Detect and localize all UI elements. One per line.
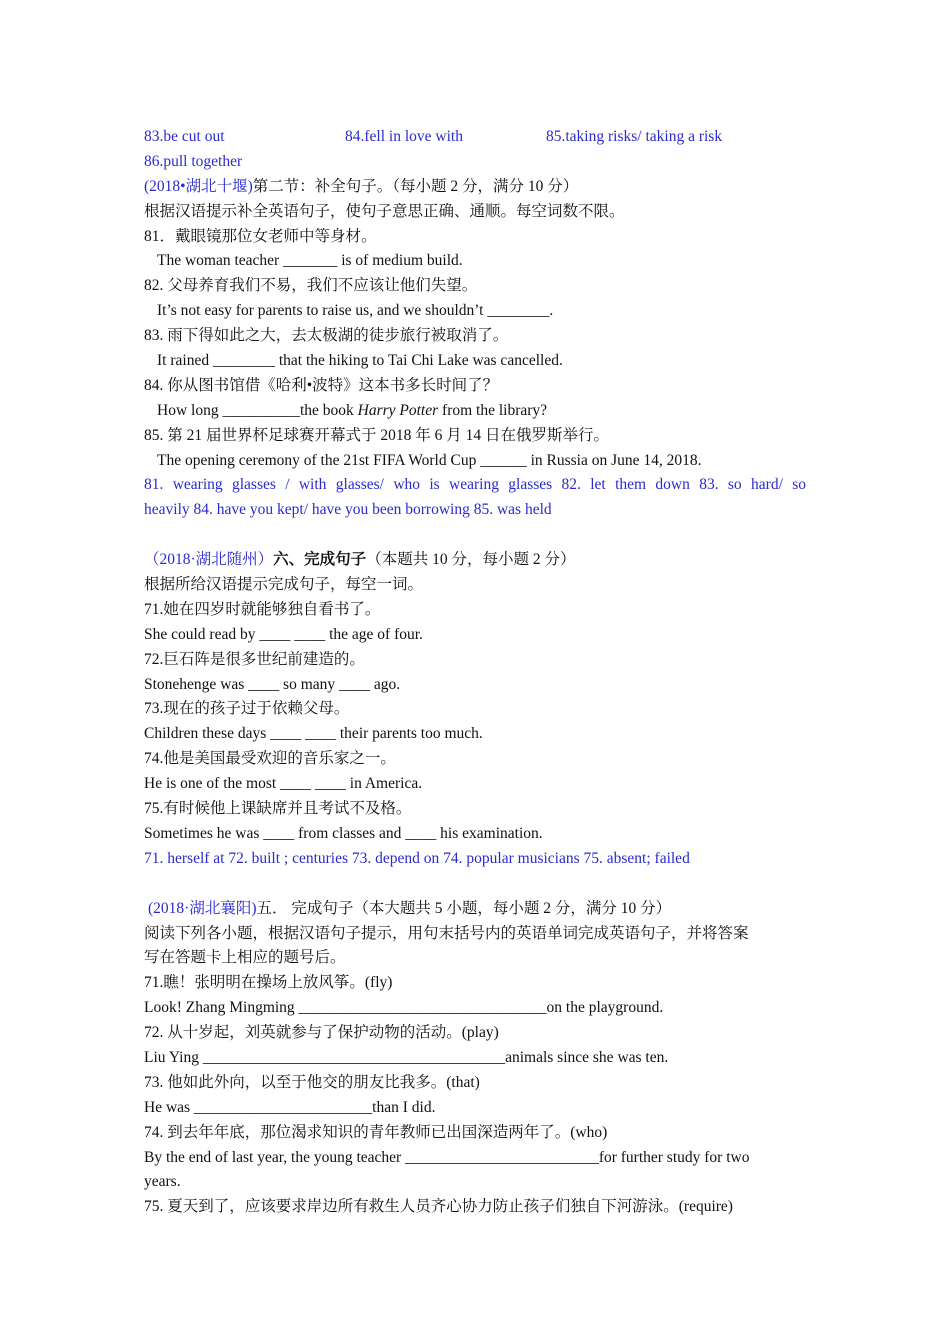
question-75-cn: 75.有时候他上课缺席并且考试不及格。 (144, 800, 412, 818)
section-title: 五． 完成句子（本大题共 5 小题，每小题 2 分，满分 10 分） (256, 899, 672, 917)
source-tag: (2018•湖北十堰) (144, 177, 253, 195)
answer-85: 85.taking risks/ taking a risk (546, 128, 723, 145)
question-73-en: Children these days ____ ____ their parents too much. (144, 725, 483, 743)
spacer (144, 872, 806, 897)
question-72-cn: 72.巨石阵是很多世纪前建造的。 (144, 650, 365, 668)
question-75-en: Sometimes he was ____ from classes and ____ his examination. (144, 824, 543, 842)
question-71-en: Look! Zhang Mingming ________________________________on the playground. (144, 999, 664, 1017)
question-74-en-line-1: By the end of last year, the young teacher _________________________for further study for two (144, 1148, 750, 1166)
question-74-cn: 74.他是美国最受欢迎的音乐家之一。 (144, 750, 396, 768)
answer-key-line-1: 81. wearing glasses / with glasses/ who is wearing glasses 82. let them down 83. so hard/ so (144, 476, 806, 494)
question-75-cn: 75. 夏天到了，应该要求岸边所有救生人员齐心协力防止孩子们独自下河游泳。(require) (144, 1198, 733, 1216)
instructions: 根据所给汉语提示完成句子，每空一词。 (144, 576, 424, 594)
question-73-en: He was _______________________than I did. (144, 1098, 436, 1116)
answer-83: 83.be cut out (144, 128, 225, 145)
question-71-cn: 71.她在四岁时就能够独自看书了。 (144, 600, 381, 618)
answer-84: 84.fell in love with (345, 128, 463, 145)
question-85-en: The opening ceremony of the 21st FIFA World Cup ______ in Russia on June 14, 2018. (157, 451, 702, 469)
question-71-cn: 71.瞧！张明明在操场上放风筝。(fly) (144, 974, 393, 992)
document-page (144, 125, 806, 1220)
question-73-cn: 73. 他如此外向，以至于他交的朋友比我多。(that) (144, 1073, 480, 1091)
question-83-en: It rained ________ that the hiking to Tai Chi Lake was cancelled. (157, 352, 563, 370)
answer-key-line-2: heavily 84. have you kept/ have you been borrowing 85. was held (144, 501, 552, 519)
question-82-cn: 82. 父母养育我们不易，我们不应该让他们失望。 (144, 277, 478, 295)
question-84-cn: 84. 你从图书馆借《哈利•波特》这本书多长时间了？ (144, 376, 499, 394)
section-heading-suizhou (144, 548, 806, 573)
instructions-line-2: 写在答题卡上相应的题号后。 (144, 949, 346, 967)
section-note: （本题共 10 分，每小题 2 分） (366, 551, 576, 569)
instructions: 根据汉语提示补全英语句子，使句子意思正确、通顺。每空词数不限。 (144, 202, 625, 220)
question-84-en-part1: How long __________the book (157, 401, 358, 419)
answer-key: 71. herself at 72. built ; centuries 73. depend on 74. popular musicians 75. absent; failed (144, 849, 690, 867)
question-74-en-line-2: years. (144, 1173, 181, 1191)
question-85-cn: 85. 第 21 届世界杯足球赛开幕式于 2018 年 6 月 14 日在俄罗斯举行。 (144, 426, 610, 444)
question-72-en: Liu Ying _______________________________________animals since she was ten. (144, 1048, 669, 1066)
question-84-en (144, 399, 806, 424)
question-72-cn: 72. 从十岁起，刘英就参与了保护动物的活动。(play) (144, 1024, 499, 1042)
question-81-cn: 81．戴眼镜那位女老师中等身材。 (144, 227, 377, 245)
source-tag: (2018·湖北襄阳) (148, 899, 257, 917)
answer-86: 86.pull together (144, 152, 243, 170)
question-72-en: Stonehenge was ____ so many ____ ago. (144, 675, 401, 693)
spacer (144, 523, 806, 548)
question-71-en: She could read by ____ ____ the age of four. (144, 625, 423, 643)
question-81-en: The woman teacher _______ is of medium build. (157, 252, 463, 270)
question-74-cn: 74. 到去年年底，那位渴求知识的青年教师已出国深造两年了。(who) (144, 1123, 608, 1141)
question-82-en: It’s not easy for parents to raise us, and we shouldn’t ________. (157, 302, 554, 320)
source-tag: （2018·湖北随州） (144, 551, 274, 569)
question-73-cn: 73.现在的孩子过于依赖父母。 (144, 700, 350, 718)
question-84-en-part3: from the library? (438, 401, 548, 419)
book-title: Harry Potter (357, 401, 439, 419)
question-83-cn: 83. 雨下得如此之大，去太极湖的徒步旅行被取消了。 (144, 327, 509, 345)
answers-row-83-85 (144, 125, 806, 150)
question-74-en: He is one of the most ____ ____ in America. (144, 775, 423, 793)
instructions-line-1: 阅读下列各小题，根据汉语句子提示，用句末括号内的英语单词完成英语句子，并将答案 (144, 924, 749, 942)
section-title: 第二节：补全句子。（每小题 2 分，满分 10 分） (252, 177, 579, 195)
section-title: 六、完成句子 (273, 551, 367, 569)
section-heading-shiyan (144, 175, 806, 200)
section-heading-xiangyang (144, 897, 806, 922)
